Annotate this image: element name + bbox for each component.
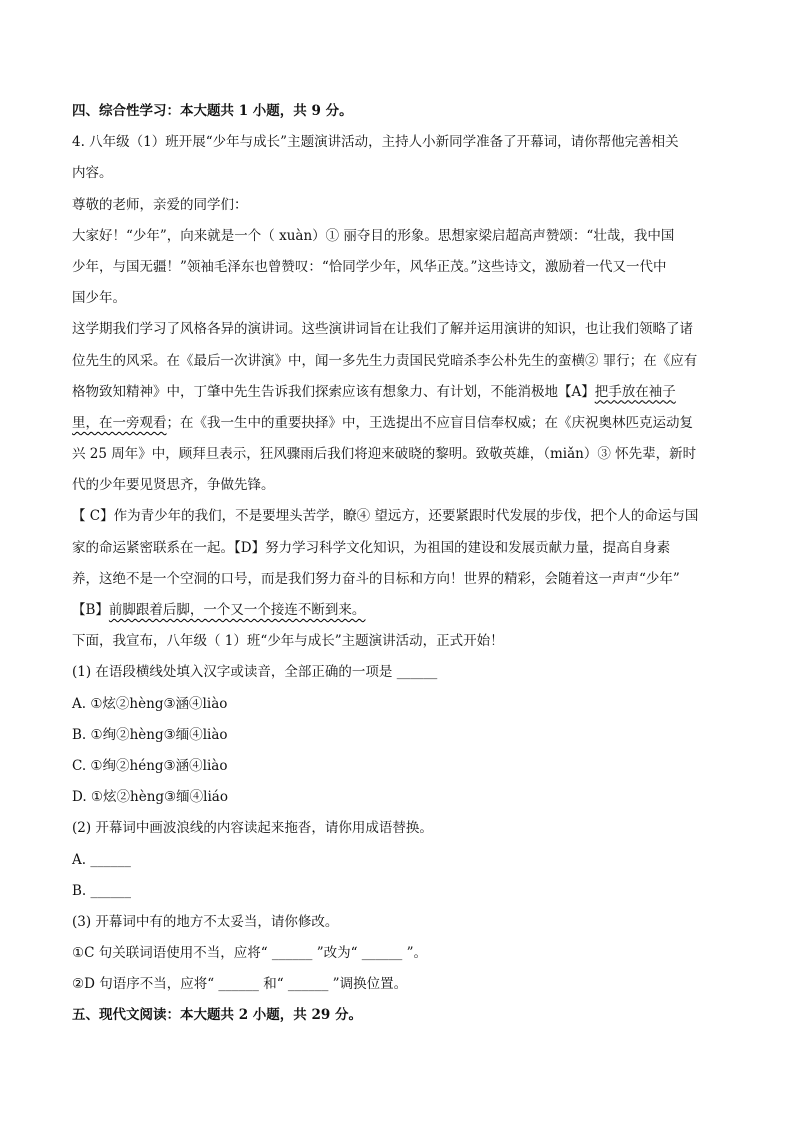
wavy-phrase-a-part2: 里，在一旁观看	[72, 414, 167, 431]
option-c[interactable]: C. ①绚②héng③涵④liào	[72, 757, 228, 774]
speech-greeting: 尊敬的老师，亲爱的同学们：	[72, 196, 248, 213]
paragraph3-line4	[72, 595, 724, 626]
question4-stem-line2: 内容。	[72, 165, 113, 182]
paragraph2-line3	[72, 377, 724, 408]
paragraph1-line2: 少年，与国无疆！”领袖毛泽东也曾赞叹：“恰同学少年，风华正茂。”这些诗文，激励着一代又一代中	[72, 258, 667, 275]
paragraph2-line4	[72, 408, 724, 439]
paragraph3-line3: 养，这绝不是一个空洞的口号，而是我们努力奋斗的目标和方向！世界的精彩，会随着这一声声“少年”	[72, 570, 680, 587]
subquestion1-prompt: (1) 在语段横线处填入汉字或读音，全部正确的一项是 ______	[72, 664, 438, 681]
paragraph1-line1: 大家好！“少年”，向来就是一个（ xuàn）① 丽夺目的形象。思想家梁启超高声赞颂：“壮哉，我中国	[72, 227, 675, 244]
paragraph2-line5: 兴 25 周年》中，顾拜旦表示，狂风骤雨后我们将迎来破晓的黎明。致敬英雄，（miǎn）③ 怀先辈，新时	[72, 446, 697, 463]
paragraph1-line3: 国少年。	[72, 290, 126, 307]
subquestion2-prompt: (2) 开幕词中画波浪线的内容读起来拖沓，请你用成语替换。	[72, 820, 433, 837]
paragraph3-line2: 家的命运紧密联系在一起。【D】努力学习科学文化知识，为祖国的建设和发展贡献力量，提高自身素	[72, 539, 671, 556]
paragraph2-line6: 代的少年要见贤思齐，争做先锋。	[72, 477, 275, 494]
speech-closing: 下面，我宣布，八年级（ 1）班“少年与成长”主题演讲活动，正式开始！	[72, 633, 504, 650]
section4-heading: 四、综合性学习：本大题共 1 小题，共 9 分。	[72, 103, 353, 119]
option-d[interactable]: D. ①炫②hèng③缅④liáo	[72, 789, 228, 806]
exam-page	[72, 96, 724, 1032]
paragraph2-line2: 位先生的风采。在《最后一次讲演》中，闻一多先生力责国民党暗杀李公朴先生的蛮横② 罪行；在《应有	[72, 352, 698, 369]
paragraph3-line1: 【 C】作为青少年的我们，不是要埋头苦学，瞭④ 望远方，还要紧跟时代发展的步伐，把个人的命运与国	[72, 508, 699, 525]
option-b[interactable]: B. ①绚②hèng③缅④liào	[72, 726, 228, 743]
question4-stem-line1: 4. 八年级（1）班开展“少年与成长”主题演讲活动，主持人小新同学准备了开幕词，请你帮他完善相关	[72, 134, 679, 151]
option-a[interactable]: A. ①炫②hèng③涵④liào	[72, 695, 228, 712]
section5-heading: 五、现代文阅读：本大题共 2 小题，共 29 分。	[72, 1007, 362, 1024]
subquestion3-prompt: (3) 开幕词中有的地方不太妥当，请你修改。	[72, 913, 339, 930]
paragraph2-line3-text: 格物致知精神》中，丁肇中先生告诉我们探索应该有想象力、有计划，不能消极地【A】	[72, 383, 595, 400]
answer-blank-a[interactable]: A. ______	[72, 851, 131, 868]
subquestion3-item2[interactable]: ②D 句语序不当，应将“ ______ 和“ ______ ”调换位置。	[72, 976, 408, 993]
wavy-phrase-b: 前脚跟着后脚，一个又一个接连不断到来。	[108, 602, 366, 618]
wavy-phrase-a-part1: 把手放在袖子	[594, 383, 676, 400]
paragraph2-line1: 这学期我们学习了风格各异的演讲词。这些演讲词旨在让我们了解并运用演讲的知识，也让我们领略了诸	[72, 321, 693, 338]
subquestion3-item1[interactable]: ①C 句关联词语使用不当，应将“ ______ ”改为“ ______ ”。	[72, 945, 427, 962]
answer-blank-b[interactable]: B. ______	[72, 882, 132, 899]
paragraph2-line4-text: ；在《我一生中的重要抉择》中，王选提出不应盲目信奉权威；在《庆祝奥林匹克运动复	[166, 414, 693, 431]
marker-b: 【B】	[72, 602, 109, 618]
